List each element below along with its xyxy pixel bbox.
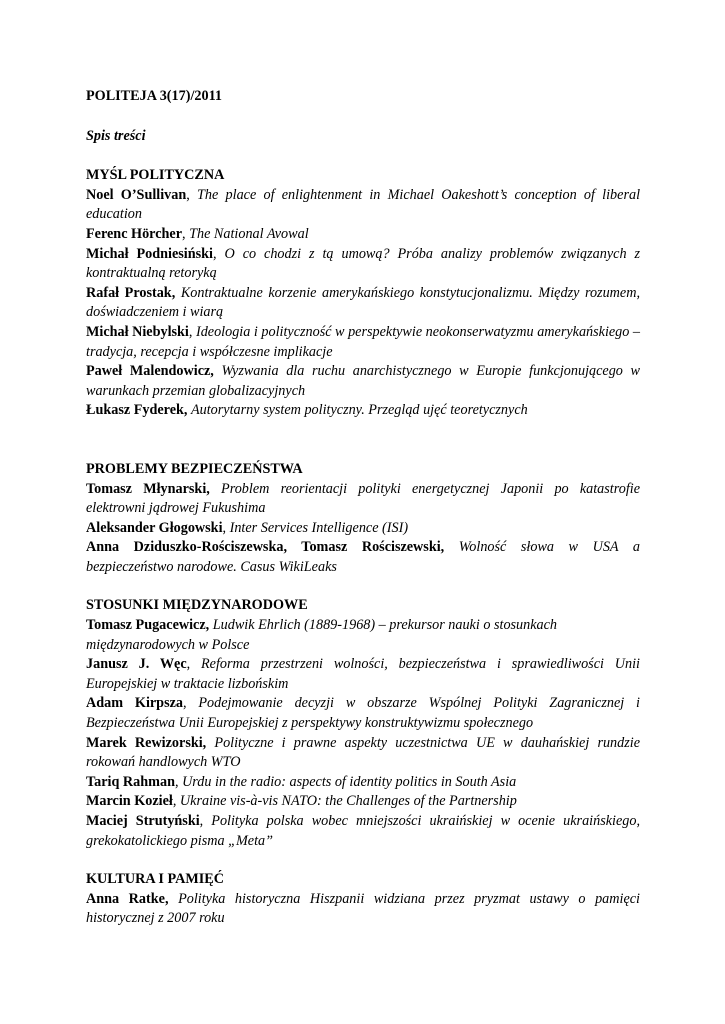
entry-title: The place of enlightenment in Michael Oakeshott’s conception of liberal education: [86, 186, 641, 223]
entry-title: Polityka historyczna Hiszpanii widziana przez pryzmat ustawy o pamięci historycznej z 2007 roku: [86, 890, 640, 927]
entry-author: Tomasz Pugacewicz,: [86, 617, 210, 634]
entry-author: Anna Ratke,: [86, 890, 169, 907]
table-of-contents: [86, 166, 640, 929]
entry-author: Aleksander Głogowski: [86, 519, 223, 536]
entry-separator: ,: [174, 773, 183, 790]
entry-title: Podejmowanie decyzji w obszarze Wspólnej Polityki Zagranicznej i Bezpieczeństwa Unii Europejskiej z perspektywy konstruktywizmu społecznego: [86, 695, 640, 732]
entry-separator: [168, 891, 178, 907]
entry-title: Polityka polska wobec mniejszości ukraińskiej w ocenie ukraińskiego, grekokatolickiego pisma „Meta”: [86, 813, 640, 849]
toc-entry: [86, 694, 640, 733]
section-title: KULTURA I PAMIĘĆ: [86, 871, 224, 888]
entry-separator: ,: [172, 793, 180, 810]
entry-author: Rafał Prostak,: [86, 284, 176, 301]
section-kultura-i-pamiec: [86, 870, 640, 929]
entry-author: Marcin Kozieł: [86, 793, 173, 810]
toc-entry: [86, 812, 640, 851]
entry-title: Reforma przestrzeni wolności, bezpieczeństwa i sprawiedliwości Unii Europejskiej w traktacie lizbońskim: [86, 656, 641, 692]
entry-author: Tariq Rahman: [86, 773, 175, 790]
entry-author: Janusz J. Węc: [86, 656, 187, 673]
entry-separator: ,: [186, 186, 198, 203]
entry-separator: ,: [213, 245, 225, 262]
section-mysl-polityczna: [86, 166, 640, 421]
entry-title: Inter Services Intelligence (ISI): [229, 519, 409, 536]
toc-entry: [86, 734, 640, 773]
toc-entry: [86, 401, 640, 421]
section-title: STOSUNKI MIĘDZYNARODOWE: [86, 597, 308, 614]
toc-entry: [86, 655, 640, 694]
entry-title: Ideologia i polityczność w perspektywie neokonserwatyzmu amerykańskiego – tradycja, recepcja i współczesne implikacje: [86, 323, 641, 360]
entry-title: Wyzwania dla ruchu anarchistycznego w Europie funkcjonującego w warunkach przemian globalizacyjnych: [86, 363, 641, 399]
entry-separator: [214, 363, 222, 379]
toc-entry: [86, 519, 640, 539]
toc-entry: [86, 773, 640, 793]
entry-title: Autorytarny system polityczny. Przegląd ujęć teoretycznych: [190, 402, 528, 419]
entry-author: Łukasz Fyderek,: [86, 402, 188, 419]
toc-entry: [86, 480, 640, 519]
entry-author: Anna Dziduszko-Rościszewska, Tomasz Rościszewski,: [86, 539, 445, 556]
entry-separator: ,: [188, 323, 196, 340]
entry-author: Noel O’Sullivan: [86, 186, 187, 203]
document-page: [86, 87, 640, 948]
section-title: PROBLEMY BEZPIECZEŃSTWA: [86, 460, 303, 477]
entry-separator: [210, 481, 221, 497]
toc-entry: [86, 225, 640, 245]
entry-separator: ,: [182, 225, 190, 242]
entry-title: Urdu in the radio: aspects of identity politics in South Asia: [182, 773, 517, 790]
entry-separator: ,: [222, 519, 230, 536]
entry-author: Maciej Strutyński: [86, 813, 200, 829]
entry-author: Tomasz Młynarski,: [86, 480, 210, 497]
toc-entry: [86, 362, 640, 401]
entry-title: The National Avowal: [189, 225, 309, 242]
entry-author: Adam Kirpsza: [86, 695, 183, 712]
entry-separator: [444, 539, 459, 555]
entry-separator: ,: [182, 695, 199, 712]
toc-entry: [86, 323, 640, 362]
entry-title: Polityczne i prawne aspekty uczestnictwa UE w dauhańskiej rundzie rokowań handlowych WTO: [86, 734, 641, 771]
section-title: MYŚL POLITYCZNA: [86, 167, 225, 184]
entry-author: Paweł Malendowicz,: [86, 363, 214, 380]
entry-title: Wolność słowa w USA a bezpieczeństwo narodowe. Casus WikiLeaks: [86, 539, 640, 575]
toc-entry: [86, 538, 640, 577]
entry-author: Michał Niebylski: [86, 323, 189, 340]
entry-author: Ferenc Hörcher: [86, 225, 182, 242]
entry-separator: ,: [186, 656, 202, 673]
entry-author: Marek Rewizorski,: [86, 734, 207, 751]
section-problemy-bezpieczenstwa: [86, 460, 640, 578]
journal-issue-title: POLITEJA 3(17)/2011: [86, 88, 222, 104]
entry-title: O co chodzi z tą umową? Próba analizy problemów związanych z kontraktualną retoryką: [86, 245, 641, 282]
toc-entry: [86, 284, 640, 323]
entry-title: Kontraktualne korzenie amerykańskiego konstytucjonalizmu. Między rozumem, doświadczeniem i wiarą: [86, 284, 640, 321]
section-stosunki-miedzynarodowe: [86, 596, 640, 851]
entry-author: Michał Podniesiński: [86, 245, 213, 262]
entry-title: Ludwik Ehrlich (1889-1968) – prekursor nauki o stosunkach międzynarodowych w Polsce: [86, 617, 558, 653]
table-of-contents-heading: Spis treści: [86, 127, 146, 144]
toc-entry: [86, 890, 640, 929]
toc-entry: [86, 792, 640, 812]
entry-separator: ,: [199, 813, 212, 829]
toc-entry: [86, 616, 640, 655]
toc-entry: [86, 245, 640, 284]
entry-title: Problem reorientacji polityki energetycznej Japonii po katastrofie elektrowni jądrowej Fukushima: [86, 480, 641, 517]
entry-title: Ukraine vis-à-vis NATO: the Challenges of the Partnership: [179, 793, 517, 810]
toc-entry: [86, 186, 640, 225]
